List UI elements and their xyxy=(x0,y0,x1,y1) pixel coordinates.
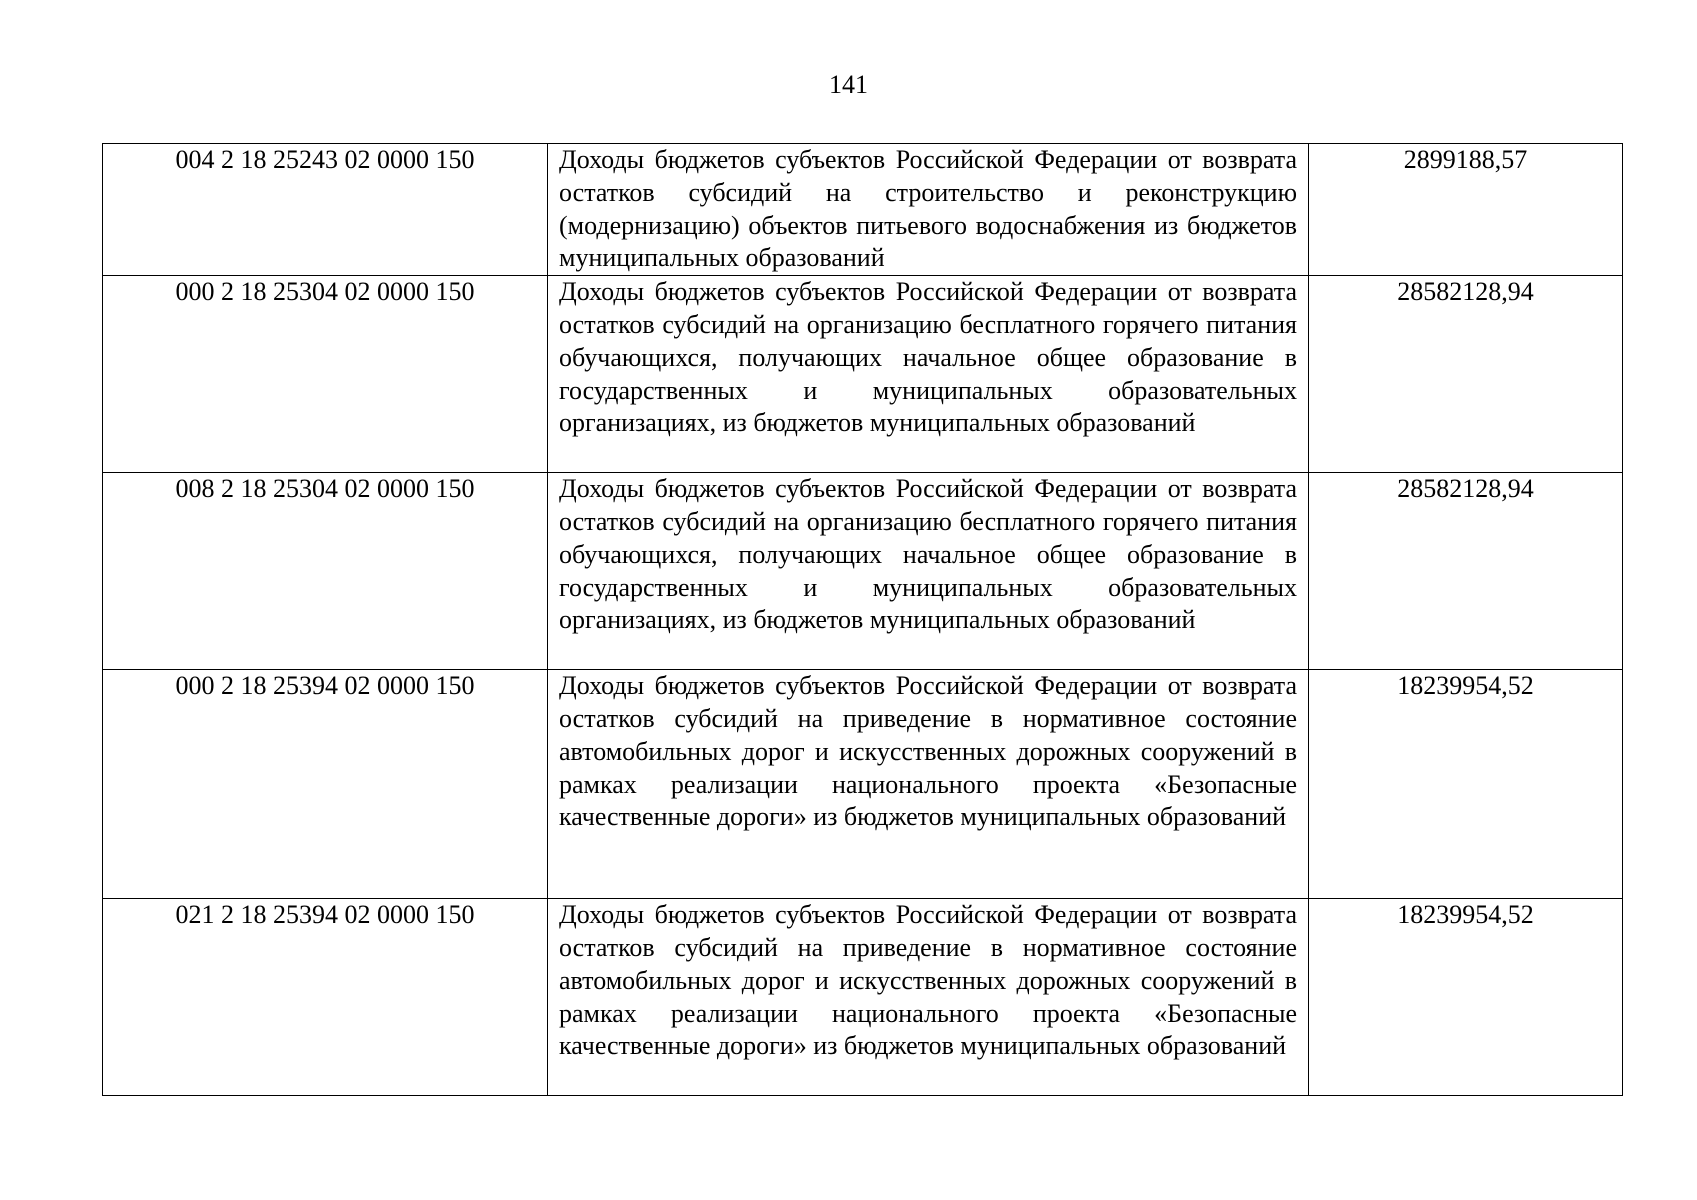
revenue-code-cell xyxy=(103,473,548,670)
table-row xyxy=(103,670,1623,899)
revenue-code-cell xyxy=(103,144,548,276)
page-number: 141 xyxy=(829,70,868,99)
revenue-description: Доходы бюджетов субъектов Российской Федерации от возврата остатков субсидий на организацию бесплатного горячего питания обучающихся, получающих начальное общее образование в государственных и муниципальных образовательных организациях, из бюджетов муниципальных образований xyxy=(559,474,1297,635)
revenue-description-cell xyxy=(548,144,1309,276)
revenue-amount: 28582128,94 xyxy=(1397,277,1534,307)
table-row xyxy=(103,144,1623,276)
revenue-amount: 2899188,57 xyxy=(1403,145,1528,174)
revenue-code: 008 2 18 25304 02 0000 150 xyxy=(175,474,475,504)
budget-revenue-table xyxy=(102,143,1623,1096)
revenue-amount-cell xyxy=(1309,899,1623,1096)
table-row xyxy=(103,473,1623,670)
revenue-amount-cell xyxy=(1309,144,1623,276)
revenue-description: Доходы бюджетов субъектов Российской Федерации от возврата остатков субсидий на приведение в нормативное состояние автомобильных дорог и искусственных дорожных сооружений в рамках реализации национального проекта «Безопасные качественные дороги» из бюджетов муниципальных образований xyxy=(559,900,1297,1061)
revenue-code-cell xyxy=(103,670,548,899)
revenue-description-cell xyxy=(548,473,1309,670)
revenue-description: Доходы бюджетов субъектов Российской Федерации от возврата остатков субсидий на строительство и реконструкцию (модернизацию) объектов питьевого водоснабжения из бюджетов муниципальных образований xyxy=(559,145,1297,273)
revenue-description: Доходы бюджетов субъектов Российской Федерации от возврата остатков субсидий на организацию бесплатного горячего питания обучающихся, получающих начальное общее образование в государственных и муниципальных образовательных организациях, из бюджетов муниципальных образований xyxy=(559,277,1297,438)
revenue-amount-cell xyxy=(1309,276,1623,473)
table-row xyxy=(103,276,1623,473)
revenue-amount: 18239954,52 xyxy=(1397,671,1534,701)
revenue-code-cell xyxy=(103,899,548,1096)
revenue-code: 000 2 18 25394 02 0000 150 xyxy=(175,671,475,701)
revenue-code-cell xyxy=(103,276,548,473)
revenue-amount-cell xyxy=(1309,670,1623,899)
revenue-description-cell xyxy=(548,899,1309,1096)
revenue-description-cell xyxy=(548,670,1309,899)
table-row xyxy=(103,899,1623,1096)
revenue-amount: 28582128,94 xyxy=(1397,474,1534,504)
revenue-code: 004 2 18 25243 02 0000 150 xyxy=(175,145,475,174)
revenue-amount: 18239954,52 xyxy=(1397,900,1534,930)
revenue-code: 000 2 18 25304 02 0000 150 xyxy=(175,277,475,307)
revenue-description: Доходы бюджетов субъектов Российской Федерации от возврата остатков субсидий на приведение в нормативное состояние автомобильных дорог и искусственных дорожных сооружений в рамках реализации национального проекта «Безопасные качественные дороги» из бюджетов муниципальных образований xyxy=(559,671,1297,832)
revenue-description-cell xyxy=(548,276,1309,473)
revenue-code: 021 2 18 25394 02 0000 150 xyxy=(175,900,475,930)
revenue-amount-cell xyxy=(1309,473,1623,670)
